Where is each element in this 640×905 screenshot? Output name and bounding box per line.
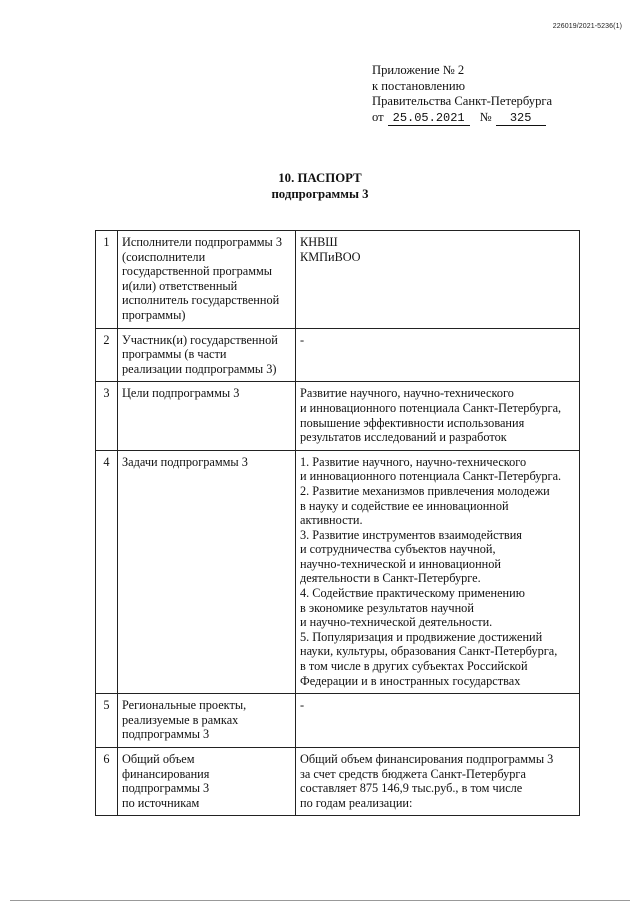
row-number: 5 — [96, 694, 118, 748]
passport-table — [95, 230, 580, 816]
appendix-government-name: Правительства Санкт-Петербурга — [372, 94, 553, 108]
table-row-executors — [96, 231, 580, 329]
row-number: 4 — [96, 450, 118, 694]
appendix-number-label: № — [479, 109, 492, 124]
row-value: Общий объем финансирования подпрограммы 3 за счет средств бюджета Санкт-Петербурга составляет 875 146,9 тыс.руб., в том числе по годам реализации: — [296, 748, 580, 816]
row-label: Задачи подпрограммы 3 — [118, 450, 296, 694]
row-value: - — [296, 694, 580, 748]
appendix-resolution-ref: к постановлению — [372, 78, 466, 93]
row-label: Исполнители подпрограммы 3 (соисполнители государственной программы и(или) ответственный исполнитель государственной программы) — [118, 231, 296, 329]
appendix-title: Приложение № 2 — [372, 63, 465, 77]
appendix-from-label: от — [372, 109, 384, 124]
row-value: 1. Развитие научного, научно-технического и инновационного потенциала Санкт-Петербурга. 2. Развитие механизмов привлечения молодежи в науку и содействие ее инновационной активности. 3. Развитие инструментов взаимодействия и сотрудничества субъектов научной, научно-технической и инновационной деятельности в Санкт-Петербурге. 4. Содействие практическому применению в экономике результатов научной и научно-технической деятельности. 5. Популяризация и продвижение достижений науки, культуры, образования Санкт-Петербурга, в том числе в других субъектах Российской Федерации и в иностранных государствах — [296, 450, 580, 694]
appendix-number: 325 — [496, 112, 546, 126]
row-number: 1 — [96, 231, 118, 329]
row-value: - — [296, 328, 580, 382]
row-number: 2 — [96, 328, 118, 382]
row-number: 3 — [96, 382, 118, 450]
scan-edge-line — [10, 900, 630, 901]
row-value: КНВШ КМПиВОО — [296, 231, 580, 329]
row-label: Участник(и) государственной программы (в части реализации подпрограммы 3) — [118, 328, 296, 382]
row-label: Общий объем финансирования подпрограммы 3 по источникам — [118, 748, 296, 816]
passport-subtitle: подпрограммы 3 — [271, 187, 369, 201]
passport-title: 10. ПАСПОРТ — [278, 171, 362, 185]
table-row-goals — [96, 382, 580, 450]
table-row-regional-projects — [96, 694, 580, 748]
row-value: Развитие научного, научно-технического и инновационного потенциала Санкт-Петербурга, повышение эффективности использования результатов исследований и разработок — [296, 382, 580, 450]
appendix-header — [372, 63, 612, 126]
table-row-participants — [96, 328, 580, 382]
appendix-date-number-line — [372, 110, 612, 126]
row-label: Региональные проекты, реализуемые в рамках подпрограммы 3 — [118, 694, 296, 748]
document-registration-number: 226019/2021-5236(1) — [552, 23, 622, 30]
row-number: 6 — [96, 748, 118, 816]
row-label: Цели подпрограммы 3 — [118, 382, 296, 450]
table-row-tasks — [96, 450, 580, 694]
table-row-financing — [96, 748, 580, 816]
appendix-date: 25.05.2021 — [388, 112, 470, 126]
